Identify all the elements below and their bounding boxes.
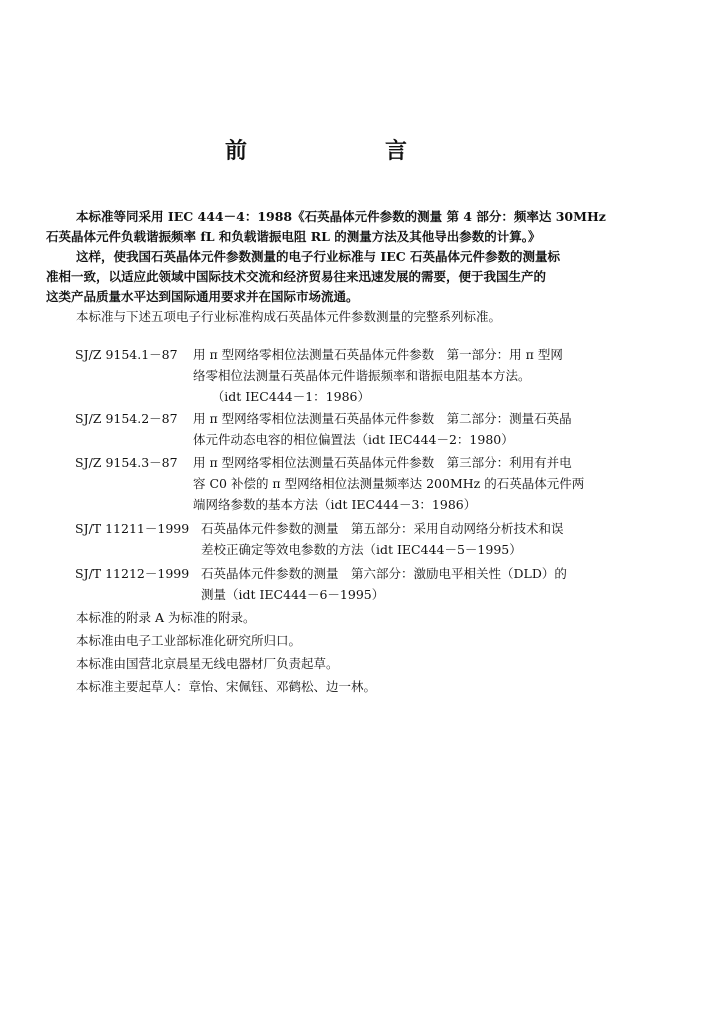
standard-desc-line: 测量（idt IEC444－6－1995） (201, 587, 385, 602)
standard-desc-line: 用 π 型网络零相位法测量石英晶体元件参数 第一部分：用 π 型网 (193, 347, 563, 362)
standard-desc-line: 用 π 型网络零相位法测量石英晶体元件参数 第二部分：测量石英晶 (193, 411, 572, 426)
standard-desc-line: 容 C0 补偿的 π 型网络相位法测量频率达 200MHz 的石英晶体元件两 (193, 476, 585, 491)
page-title: 前 言 (224, 138, 465, 164)
note-appendix: 本标准的附录 A 为标准的附录。 (76, 610, 256, 625)
standard-desc-line: 络零相位法测量石英晶体元件谐振频率和谐振电阻基本方法。 (193, 368, 531, 383)
intro-line-5: 这类产品质量水平达到国际通用要求并在国际市场流通。 (46, 289, 359, 304)
standard-desc-line: 用 π 型网络零相位法测量石英晶体元件参数 第三部分：利用有并电 (193, 455, 572, 470)
standard-desc-line: 差校正确定等效电参数的方法（idt IEC444－5－1995） (201, 542, 522, 557)
intro-paragraph (46, 207, 654, 327)
standard-desc-line: 石英晶体元件参数的测量 第五部分：采用自动网络分析技术和误 (201, 521, 564, 536)
standard-desc-line: （idt IEC444－1：1986） (193, 389, 370, 404)
intro-line-2: 石英晶体元件负载谐振频率 fL 和负载谐振电阻 RL 的测量方法及其他导出参数的计算。》 (46, 229, 541, 244)
standard-code: SJ/Z 9154.2－87 (75, 411, 178, 426)
intro-line-1: 本标准等同采用 IEC 444－4：1988《石英晶体元件参数的测量 第 4 部分：频率达 30MHz (76, 209, 606, 224)
standard-desc-line: 端网络参数的基本方法（idt IEC444－3：1986） (193, 497, 477, 512)
intro-line-3: 这样，使我国石英晶体元件参数测量的电子行业标准与 IEC 石英晶体元件参数的测量标 (76, 249, 561, 264)
intro-line-4: 准相一致，以适应此领域中国际技术交流和经济贸易往来迅速发展的需要，便于我国生产的 (46, 269, 547, 284)
standard-desc-line: 石英晶体元件参数的测量 第六部分：激励电平相关性（DLD）的 (201, 566, 567, 581)
standard-code: SJ/T 11212－1999 (75, 566, 190, 581)
note-drafting-unit: 本标准由国营北京晨星无线电器材厂负责起草。 (76, 656, 339, 671)
intro-line-6: 本标准与下述五项电子行业标准构成石英晶体元件参数测量的完整系列标准。 (76, 309, 502, 324)
note-drafters: 本标准主要起草人：章怡、宋佩钰、邓鹤松、边一林。 (76, 679, 377, 694)
standard-code: SJ/Z 9154.3－87 (75, 455, 178, 470)
note-jurisdiction: 本标准由电子工业部标准化研究所归口。 (76, 633, 302, 648)
standard-code: SJ/Z 9154.1－87 (75, 347, 178, 362)
standard-desc-line: 体元件动态电容的相位偏置法（idt IEC444－2：1980） (193, 432, 514, 447)
standard-code: SJ/T 11211－1999 (75, 521, 190, 536)
